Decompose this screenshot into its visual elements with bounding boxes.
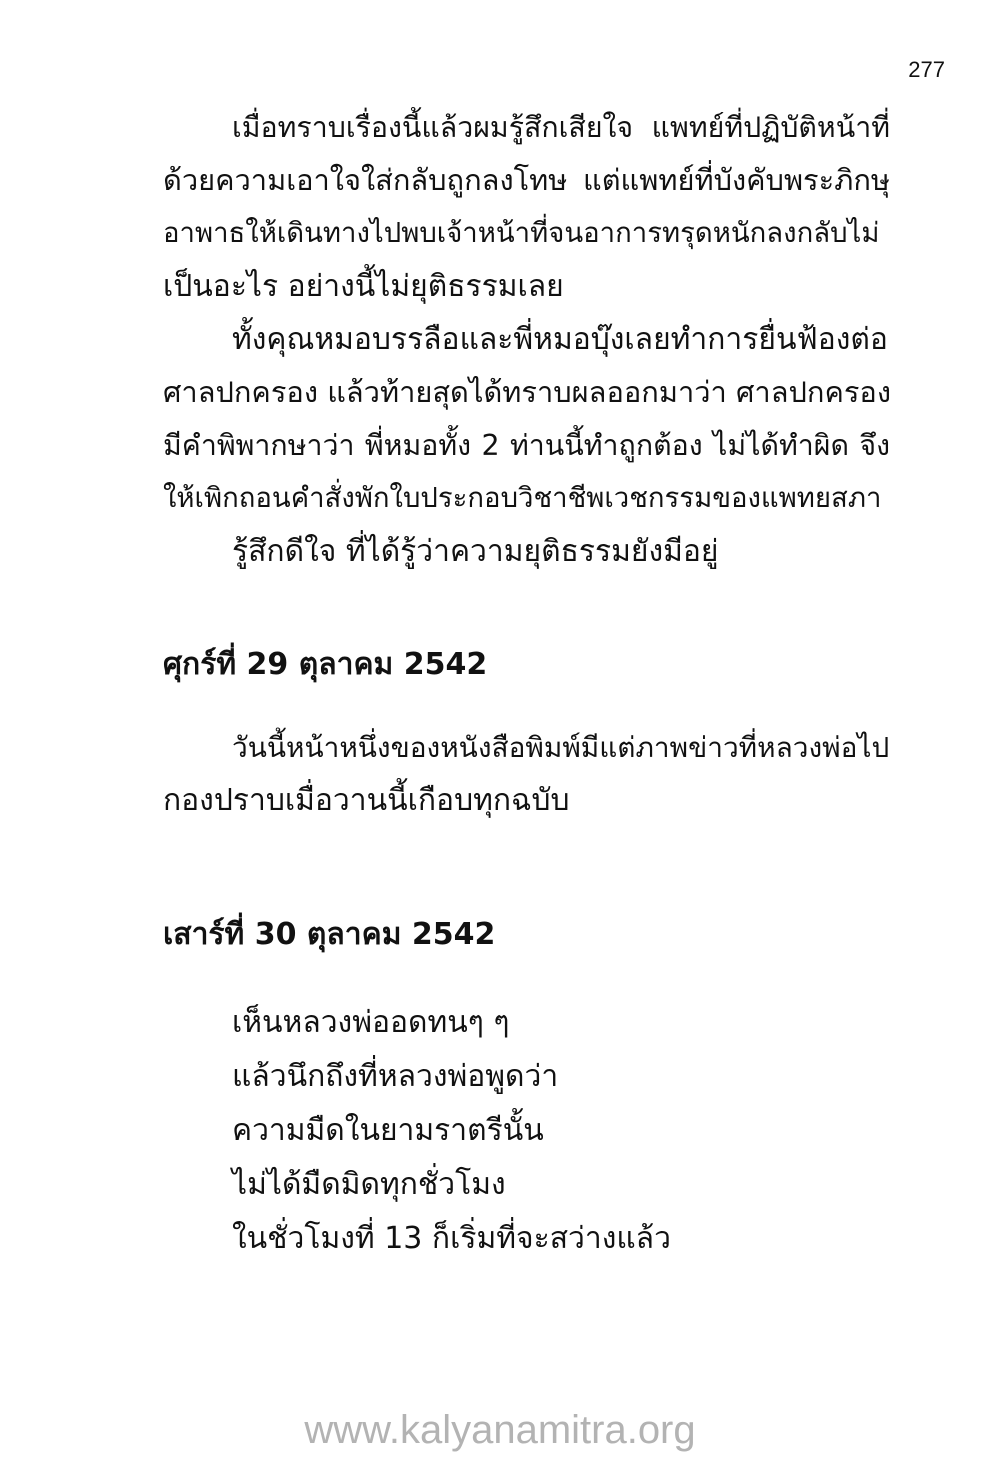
paragraph-line: วันนี้หน้าหนึ่งของหนังสือพิมพ์มีแต่ภาพข่าวที่หลวงพ่อไป [232, 731, 890, 764]
diary-entry-text [163, 721, 890, 827]
paragraph-line: ให้เพิกถอนคำสั่งพักใบประกอบวิชาชีพเวชกรรมของแพทยสภา [163, 482, 882, 514]
entry-date-heading: ศุกร์ที่ 29 ตุลาคม 2542 [163, 647, 488, 682]
diary-entry-text [163, 101, 890, 578]
poem-verse [232, 996, 892, 1266]
website-watermark: www.kalyanamitra.org [304, 1408, 696, 1452]
paragraph-line: ทั้งคุณหมอบรรลือและพี่หมอบุ๊งเลยทำการยื่นฟ้องต่อ [232, 322, 888, 357]
poem-line: เห็นหลวงพ่ออดทนๆ ๆ [232, 1005, 510, 1040]
poem-line: ความมืดในยามราตรีนั้น [232, 1113, 544, 1148]
paragraph-line: มีคำพิพากษาว่า พี่หมอทั้ง 2 ท่านนี้ทำถูกต้อง ไม่ได้ทำผิด จึง [163, 429, 890, 462]
paragraph-line: ด้วยความเอาใจใส่กลับถูกลงโทษ แต่แพทย์ที่บังคับพระภิกษุ [163, 163, 890, 197]
paragraph-line: รู้สึกดีใจ ที่ได้รู้ว่าความยุติธรรมยังมีอยู่ [232, 534, 719, 569]
paragraph-line: ศาลปกครอง แล้วท้ายสุดได้ทราบผลออกมาว่า ศาลปกครอง [163, 375, 892, 409]
poem-line: ในชั่วโมงที่ 13 ก็เริ่มที่จะสว่างแล้ว [232, 1221, 671, 1256]
paragraph-line: เมื่อทราบเรื่องนี้แล้วผมรู้สึกเสียใจ แพทย์ที่ปฏิบัติหน้าที่ [232, 111, 890, 144]
poem-line: แล้วนึกถึงที่หลวงพ่อพูดว่า [232, 1059, 559, 1094]
paragraph-line: อาพาธให้เดินทางไปพบเจ้าหน้าที่จนอาการทรุดหนักลงกลับไม่ [163, 217, 880, 249]
entry-date-heading: เสาร์ที่ 30 ตุลาคม 2542 [163, 917, 496, 952]
paragraph-line: เป็นอะไร อย่างนี้ไม่ยุติธรรมเลย [163, 269, 564, 304]
page-number: 277 [908, 57, 945, 82]
poem-line: ไม่ได้มืดมิดทุกชั่วโมง [232, 1167, 506, 1202]
paragraph-line: กองปราบเมื่อวานนี้เกือบทุกฉบับ [163, 783, 570, 818]
